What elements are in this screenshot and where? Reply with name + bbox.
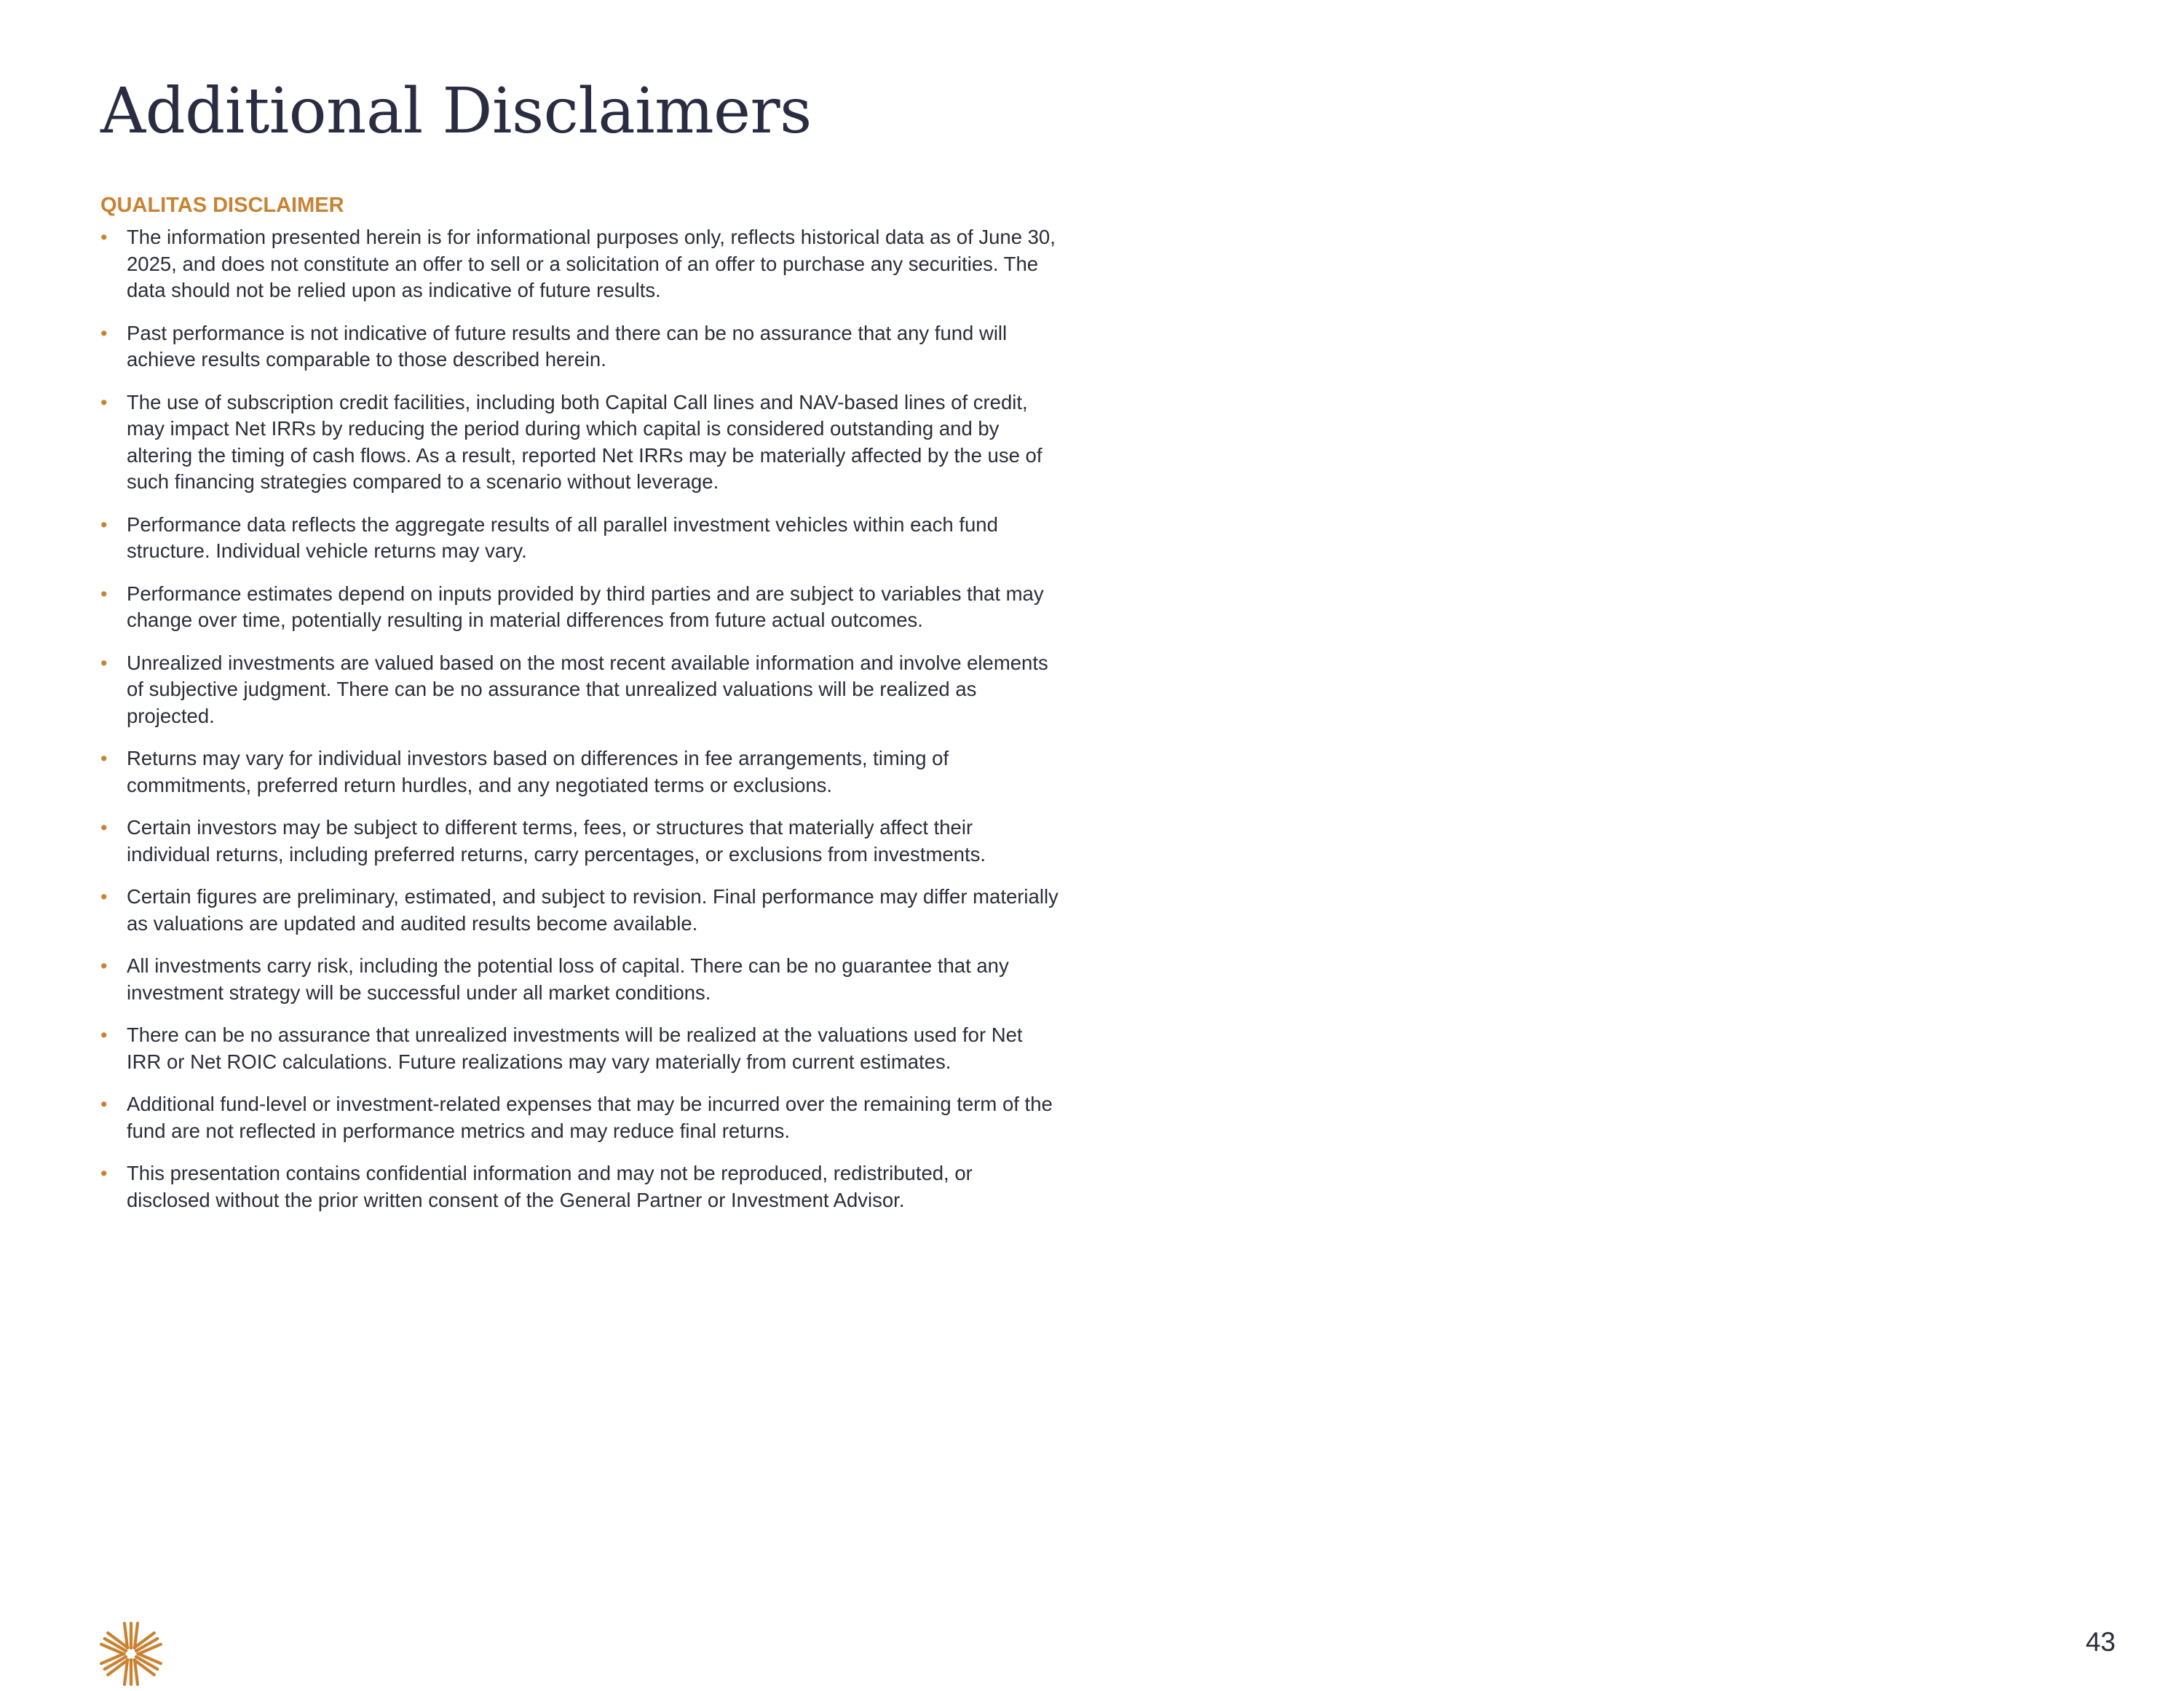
list-item	[100, 953, 1061, 1006]
section-heading: QUALITAS DISCLAIMER	[100, 194, 344, 217]
bullet-dot-icon: •	[100, 1093, 108, 1115]
list-item-text: All investments carry risk, including the potential loss of capital. There can be no guarantee that any investment strategy will be successful under all market conditions.	[127, 954, 1009, 1004]
bullet-dot-icon: •	[100, 1024, 108, 1046]
list-item	[100, 389, 1061, 496]
bullet-dot-icon: •	[100, 322, 108, 344]
list-item	[100, 224, 1061, 304]
list-item	[100, 650, 1061, 730]
bullet-dot-icon: •	[100, 513, 108, 536]
list-item-text: The information presented herein is for informational purposes only, reflects historical data as of June 30, 2025, and does not constitute an offer to sell or a solicitation of an offer to purchase any securities. The data should not be relied upon as indicative of future results.	[127, 226, 1056, 301]
bullet-dot-icon: •	[100, 748, 108, 769]
bullet-dot-icon: •	[100, 652, 108, 674]
list-item	[100, 1160, 1061, 1213]
list-item	[100, 1022, 1061, 1075]
list-item	[100, 1091, 1061, 1144]
page-number: 43	[2085, 1627, 2116, 1657]
bullet-dot-icon: •	[100, 582, 108, 605]
starburst-logo-graphic	[98, 1620, 165, 1687]
list-item	[100, 815, 1061, 868]
list-item-text: Past performance is not indicative of future results and there can be no assurance that any fund will achieve results comparable to those described herein.	[127, 321, 1008, 371]
list-item	[100, 884, 1061, 937]
list-item-text: The use of subscription credit facilities, including both Capital Call lines and NAV-based lines of credit, may impact Net IRRs by reducing the period during which capital is considered outstanding and by altering the timing of cash flows. As a result, reported Net IRRs may be materially affected by the use of such financing strategies compared to a scenario without leverage.	[127, 390, 1042, 493]
bullet-dot-icon: •	[100, 955, 108, 977]
bullet-dot-icon: •	[100, 391, 108, 413]
list-item-text: Unrealized investments are valued based on the most recent available information and involve elements of subjective judgment. There can be no assurance that unrealized valuations will be realized as projected.	[127, 651, 1048, 727]
list-item-text: Certain figures are preliminary, estimated, and subject to revision. Final performance may differ materially as valuations are updated and audited results become available.	[127, 885, 1059, 935]
list-item-text: Additional fund-level or investment-related expenses that may be incurred over the remaining term of the fund are not reflected in performance metrics and may reduce final returns.	[127, 1093, 1053, 1142]
list-item	[100, 320, 1061, 373]
list-item	[100, 512, 1061, 565]
qualitas-disclaimer-section	[100, 191, 1061, 1229]
bullet-dot-icon: •	[100, 1163, 108, 1184]
disclaimer-bullet-list	[100, 224, 1061, 1213]
list-item-text: Returns may vary for individual investors based on differences in fee arrangements, timing of commitments, preferred return hurdles, and any negotiated terms or exclusions.	[127, 747, 949, 796]
list-item-text: Certain investors may be subject to different terms, fees, or structures that materially affect their individual returns, including preferred returns, carry percentages, or exclusions from investments.	[127, 816, 986, 866]
starburst-logo-icon	[98, 1620, 165, 1687]
list-item-text: This presentation contains confidential information and may not be reproduced, redistributed, or disclosed without the prior written consent of the General Partner or Investment Advisor.	[127, 1162, 973, 1211]
list-item	[100, 581, 1061, 634]
list-item-text: Performance estimates depend on inputs provided by third parties and are subject to variables that may change over time, potentially resulting in material differences from future actual outcomes.	[127, 582, 1044, 631]
bullet-dot-icon: •	[100, 817, 108, 839]
list-item-text: Performance data reflects the aggregate results of all parallel investment vehicles within each fund structure. Individual vehicle returns may vary.	[127, 512, 998, 562]
list-item	[100, 745, 1061, 799]
bullet-dot-icon: •	[100, 226, 108, 248]
page-title: Additional Disclaimers	[100, 75, 812, 148]
bullet-dot-icon: •	[100, 886, 108, 908]
list-item-text: There can be no assurance that unrealized investments will be realized at the valuations used for Net IRR or Net ROIC calculations. Future realizations may vary materially from current estimates.	[127, 1023, 1023, 1073]
